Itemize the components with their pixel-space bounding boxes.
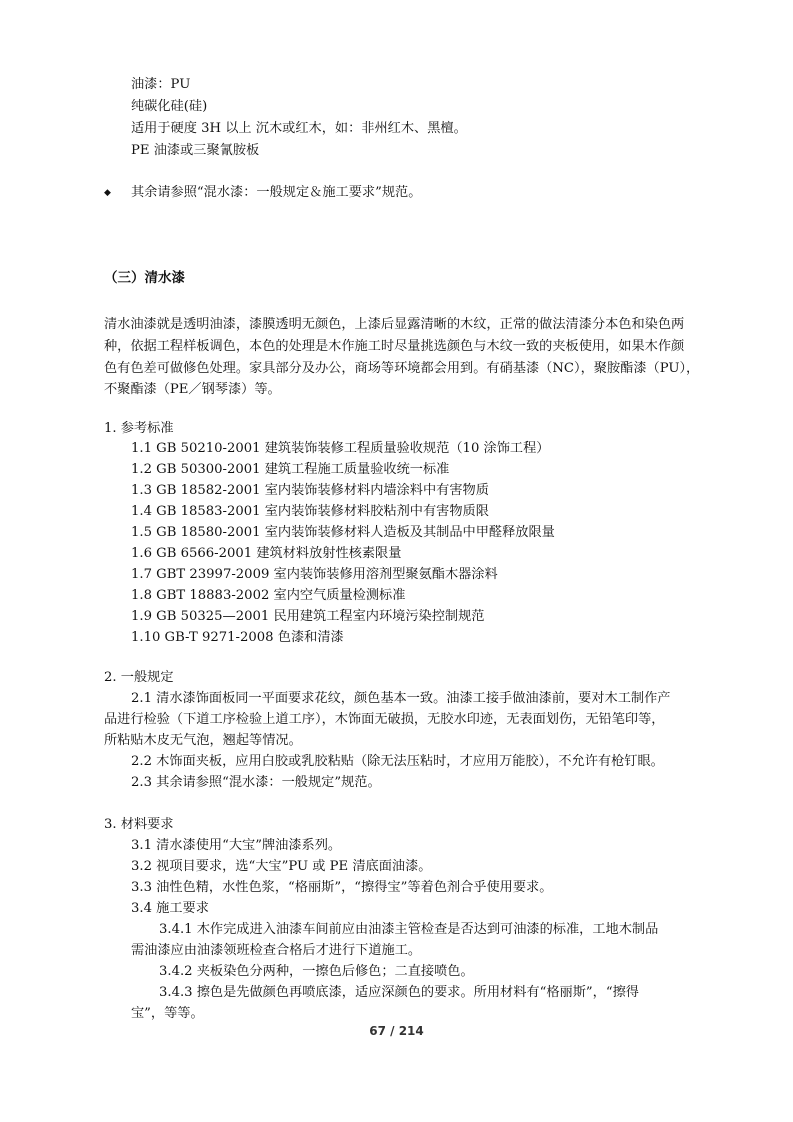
s3-p341-line-2: 需油漆应由油漆领班检查合格后才进行下道施工。 (131, 943, 422, 958)
bullet-text: 其余请参照“混水漆：一般规定＆施工要求”规范。 (131, 185, 422, 200)
s3-p342: 3.4.2 夹板染色分两种，一擦色后修色；二直接喷色。 (159, 964, 474, 979)
s3-p343-line-1: 3.4.3 擦色是先做颜色再喷底漆，适应深颜色的要求。所用材料有“格丽斯”，“擦得 (159, 985, 639, 1000)
s2-p23: 2.3 其余请参照“混水漆：一般规定”规范。 (131, 775, 381, 790)
intro-line-4: 不聚酯漆（PE／钢琴漆）等。 (104, 382, 281, 397)
s3-p32: 3.2 视项目要求，选“大宝”PU 或 PE 清底面油漆。 (131, 859, 432, 874)
s2-p21-line-1: 2.1 清水漆饰面板同一平面要求花纹，颜色基本一致。油漆工接手做油漆前，要对木工制作产 (131, 691, 671, 706)
s3-p34: 3.4 施工要求 (131, 901, 209, 916)
paint-type-line: 油漆：PU (131, 77, 191, 92)
s1-item: 1.9 GB 50325—2001 民用建筑工程室内环境污染控制规范 (131, 609, 485, 624)
suitability-line: 适用于硬度 3H 以上 沉木或红木，如：非州红木、黑檀。 (131, 121, 467, 136)
s2-p21-line-2: 品进行检验（下道工序检验上道工序），木饰面无破损，无胶水印迹，无表面划伤，无铅笔印等， (104, 712, 665, 727)
s2-p22: 2.2 木饰面夹板，应用白胶或乳胶粘贴（除无法压粘时，才应用万能胶），不允许有枪钉眼。 (131, 754, 664, 769)
s1-item: 1.4 GB 18583-2001 室内装饰装修材料胶粘剂中有害物质限 (131, 504, 489, 519)
s1-item: 1.1 GB 50210-2001 建筑装饰装修工程质量验收规范（10 涂饰工程） (131, 441, 550, 456)
s1-title: 1. 参考标准 (104, 421, 174, 436)
s1-item: 1.10 GB-T 9271-2008 色漆和清漆 (131, 630, 344, 645)
s3-p31: 3.1 清水漆使用“大宝”牌油漆系列。 (131, 838, 342, 853)
page-number: 67 / 214 (369, 1024, 424, 1038)
s1-item: 1.3 GB 18582-2001 室内装饰装修材料内墙涂料中有害物质 (131, 483, 489, 498)
material-line: 纯碳化硅(硅) (131, 99, 208, 114)
s3-p343-line-2: 宝”，等等。 (131, 1006, 204, 1021)
s1-item: 1.2 GB 50300-2001 建筑工程施工质量验收统一标准 (131, 462, 450, 477)
s2-title: 2. 一般规定 (104, 670, 174, 685)
s1-item: 1.5 GB 18580-2001 室内装饰装修材料人造板及其制品中甲醛释放限量 (131, 525, 555, 540)
s3-p33: 3.3 油性色精，水性色浆，“格丽斯”，“擦得宝”等着色剂合乎使用要求。 (131, 880, 553, 895)
section-heading: （三）清水漆 (104, 270, 185, 286)
bullet-diamond-icon: ◆ (104, 188, 111, 198)
intro-line-2: 种，依据工程样板调色，本色的处理是木作施工时尽量挑选颜色与木纹一致的夹板使用，如果木作颜 (104, 339, 685, 354)
s3-title: 3. 材料要求 (104, 817, 174, 832)
intro-line-3: 色有色差可做修色处理。家具部分及办公，商场等环境都会用到。有硝基漆（NC），聚胺酯漆（PU）， (104, 361, 700, 376)
s2-p21-line-3: 所粘贴木皮无气泡，翘起等情况。 (104, 733, 302, 748)
pe-line: PE 油漆或三聚氰胺板 (131, 143, 260, 158)
s1-item: 1.7 GBT 23997-2009 室内装饰装修用溶剂型聚氨酯木器涂料 (131, 567, 498, 582)
s1-item: 1.6 GB 6566-2001 建筑材料放射性核素限量 (131, 546, 402, 561)
s3-p341-line-1: 3.4.1 木作完成进入油漆车间前应由油漆主管检查是否达到可油漆的标准，工地木制品 (159, 922, 659, 937)
intro-line-1: 清水油漆就是透明油漆，漆膜透明无颜色，上漆后显露清晰的木纹，正常的做法清漆分本色和染色两 (104, 317, 685, 332)
s1-item: 1.8 GBT 18883-2002 室内空气质量检测标准 (131, 588, 406, 603)
